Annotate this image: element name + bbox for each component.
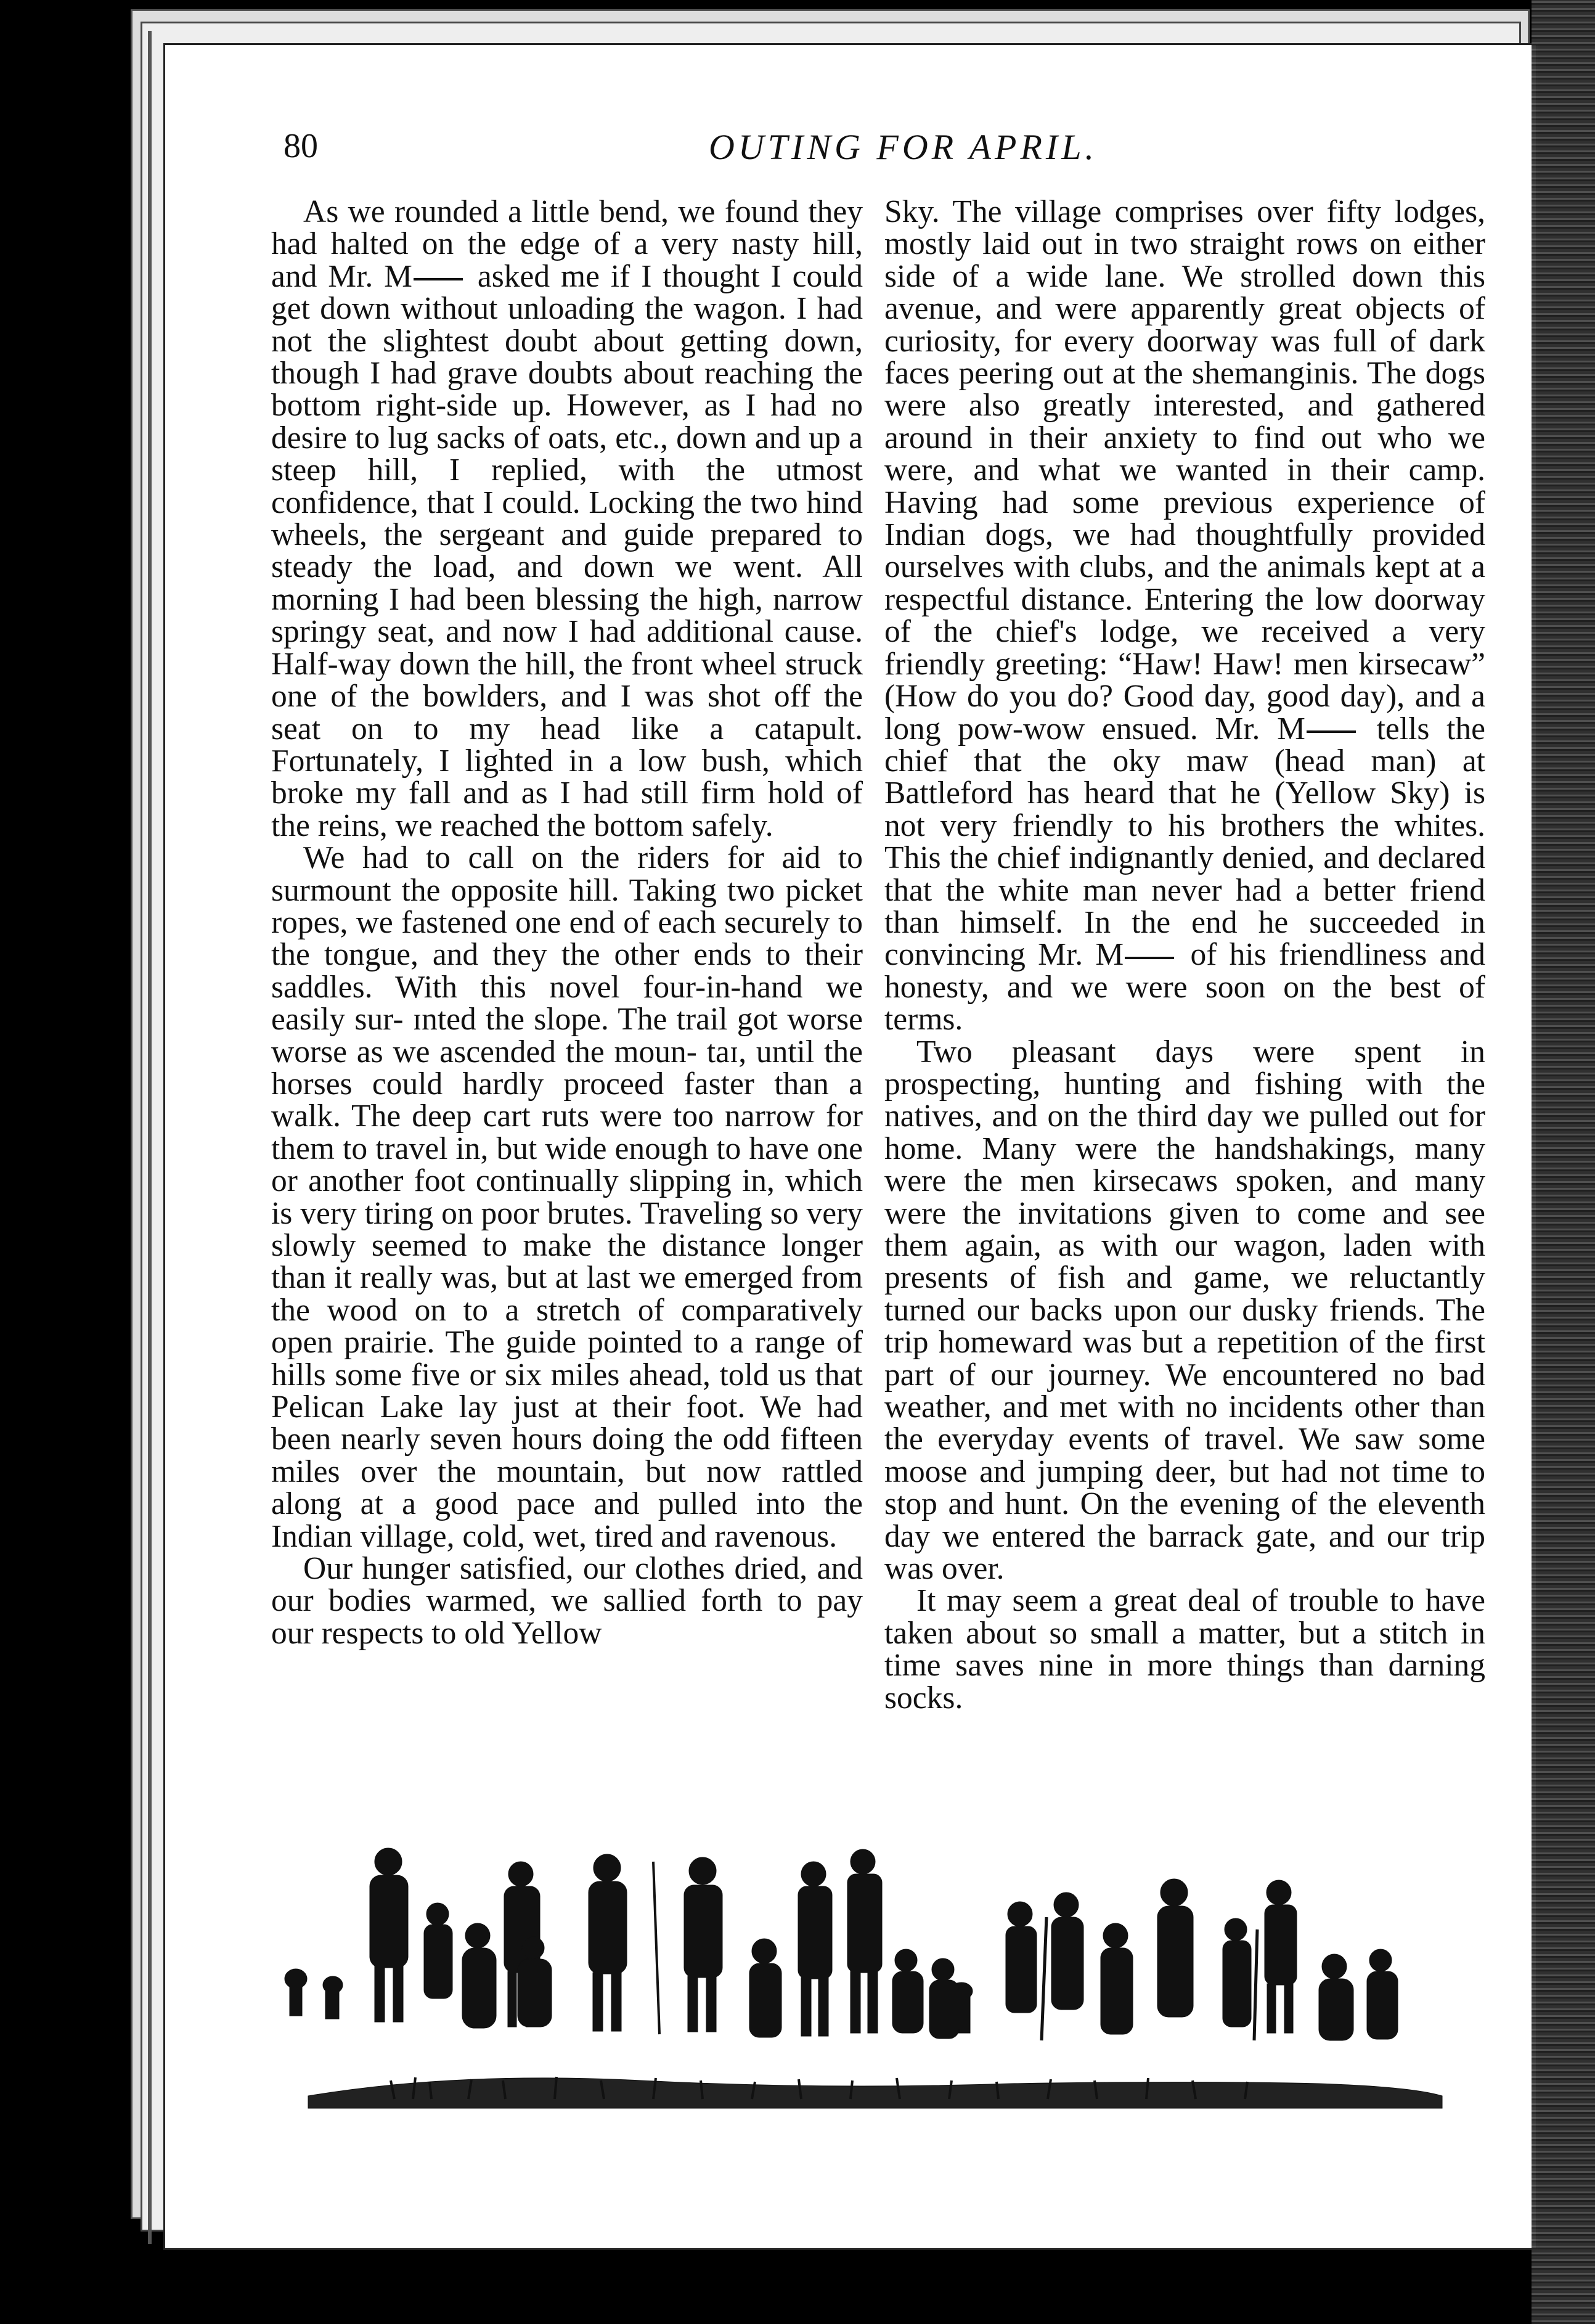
page-header bbox=[284, 126, 1491, 182]
paragraph bbox=[884, 1585, 1485, 1714]
paragraph bbox=[271, 196, 863, 842]
paragraph-text: Our hunger satisfied, our clothes dried, and our bodies warmed, we sallied forth to pay our respects to old Yellow bbox=[271, 1551, 863, 1651]
text-column-left bbox=[271, 196, 863, 1650]
paragraph-text: Two pleasant days were spent in prospecting, hunting and fishing with the natives, and on the third day we pulled out for home. Many were the handshakings, many were the men kirsecaws spoken, and many were the invitations given to come and see them again, as with our wagon, laden with presents of fish and game, we reluctantly turned our backs upon our dusky friends. The trip homeward was but a repetition of the first part of our journey. We encountered no bad weather, and met with no incidents other than the everyday events of travel. We saw some moose and jumping deer, but had not time to stop and hunt. On the evening of the eleventh day we entered the barrack gate, and our trip was over. bbox=[884, 1034, 1485, 1587]
paragraph bbox=[884, 1036, 1485, 1585]
em-dash-rule bbox=[1125, 957, 1174, 959]
paragraph-text: of his friendliness and honesty, and we were soon on the best of terms. bbox=[884, 937, 1485, 1037]
paragraph bbox=[271, 842, 863, 1553]
paragraph bbox=[884, 196, 1485, 1036]
page-number: 80 bbox=[284, 127, 318, 165]
paragraph-text: Sky. The village comprises over fifty lodges, mostly laid out in two straight rows on either side of a wide lane. We strolled down this avenue, and were apparently great objects of curiosity, for every doorway was full of dark faces peering out at the shemanginis. The dogs were also greatly interested, and gathered around in their anxiety to find out who we were, and what we wanted in their camp. Having had some previous experience of Indian dogs, we had thoughtfully provided ourselves with clubs, and the animals kept at a respectful distance. Entering the low doorway of the chief's lodge, we received a very friendly greeting: “Haw! Haw! men kirsecaw” (How do you do? Good day, good day), and a long pow-wow ensued. Mr. M bbox=[884, 194, 1485, 747]
scan-border-strip bbox=[1532, 0, 1595, 2324]
paragraph-text: We had to call on the riders for aid to surmount the opposite hill. Taking two picket ropes, we fastened one end of each securely to the tongue, and they the other ends to their saddles. With this novel four-in-hand we easily sur- ɪnted the slope. The trail got worse worse as we ascended the moun- taɪ, until the horses could hardly proceed faster than a walk. The deep cart ruts were too narrow for them to travel in, but wide enough to have one or another foot continually slipping in, which is very tiring on poor brutes. Traveling so very slowly seemed to make the distance longer than it really was, but at last we emerged from the wood on to a stretch of comparatively open prairie. The guide pointed to a range of hills some five or six miles ahead, told us that Pelican Lake lay just at their foot. We had been nearly seven hours doing the odd fifteen miles over the mountain, but now rattled along at a good pace and pulled into the Indian village, cold, wet, tired and ravenous. bbox=[271, 840, 863, 1554]
group-of-indians-and-dogs-engraving-icon bbox=[271, 1837, 1479, 2121]
text-column-right bbox=[884, 196, 1485, 1714]
em-dash-rule bbox=[1307, 730, 1356, 733]
em-dash-rule bbox=[414, 278, 463, 280]
page-edge-shadow bbox=[148, 31, 152, 2244]
paragraph-text: tells the chief that the oky maw (head man) at Battleford has heard that he (Yellow Sky) is not very friendly to his brothers the whites. This the chief indignantly denied, and declared that the white man never had a better friend than himself. In the end he succeeded in convincing Mr. M bbox=[884, 711, 1486, 973]
paragraph bbox=[271, 1553, 863, 1650]
paragraph-text: asked me if I thought I could get down without unloading the wagon. I had not the slightest doubt about getting down, though I had grave doubts about reaching the bottom right-side up. However, as I had no desire to lug sacks of oats, etc., down and up a steep hill, I replied, with the utmost confidence, that I could. Locking the two hind wheels, the sergeant and guide prepared to steady the load, and down we went. All morning I had been blessing the high, narrow springy seat, and now I had additional cause. Half-way down the hill, the front wheel struck one of the bowlders, and I was shot off the seat on to my head like a catapult. Fortunately, I lighted in a low bush, which broke my fall and as I had still firm hold of the reins, we reached the bottom safely. bbox=[271, 258, 863, 843]
paragraph-text: As we rounded a little bend, we found they had halted on the edge of a very nasty hill, and Mr. M bbox=[271, 194, 863, 294]
paragraph-text: It may seem a great deal of trouble to have taken about so small a matter, but a stitch in time saves nine in more things than darning socks. bbox=[884, 1583, 1485, 1716]
running-head: OUTING FOR APRIL. bbox=[709, 127, 1098, 167]
